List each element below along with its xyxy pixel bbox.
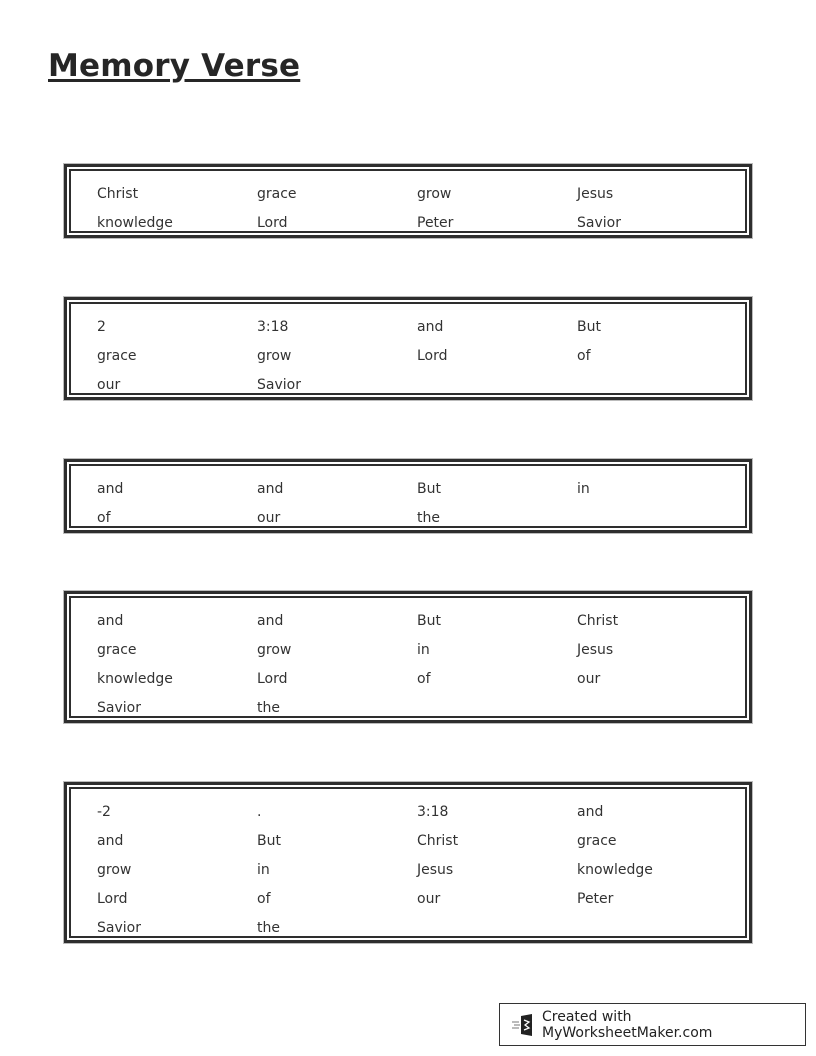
- word-grid: [97, 475, 745, 533]
- footer-credit-badge[interactable]: [499, 1003, 806, 1046]
- word-grid: [97, 798, 745, 943]
- word-item: grace: [97, 642, 137, 658]
- word-item: Christ: [417, 833, 459, 849]
- word-item: and: [97, 613, 124, 629]
- word-grid: [97, 313, 745, 400]
- word-bank-box: [64, 459, 752, 533]
- word-item: -2: [97, 804, 111, 820]
- word-item: knowledge: [97, 671, 173, 687]
- word-item: of: [257, 891, 271, 907]
- word-item: and: [577, 804, 604, 820]
- word-item: and: [97, 833, 124, 849]
- word-bank-box: [64, 591, 752, 723]
- word-item: 3:18: [257, 319, 289, 335]
- word-item: .: [257, 804, 262, 820]
- word-grid: [97, 180, 745, 238]
- word-item: of: [577, 348, 591, 364]
- word-item: Jesus: [577, 642, 614, 658]
- word-item: Savior: [257, 377, 301, 393]
- word-item: Savior: [577, 215, 621, 231]
- word-item: But: [577, 319, 601, 335]
- page-title: Memory Verse: [48, 48, 301, 84]
- word-bank-inner-border: [69, 302, 747, 395]
- word-item: and: [97, 481, 124, 497]
- word-bank-inner-border: [69, 464, 747, 528]
- word-item: But: [257, 833, 281, 849]
- worksheet-maker-logo-icon: [512, 1014, 536, 1036]
- word-item: grow: [257, 348, 292, 364]
- word-item: Savior: [97, 700, 141, 716]
- word-item: Lord: [257, 215, 288, 231]
- word-item: Peter: [417, 215, 454, 231]
- word-item: Lord: [97, 891, 128, 907]
- word-item: 2: [97, 319, 106, 335]
- word-bank-inner-border: [69, 596, 747, 718]
- word-item: Christ: [97, 186, 139, 202]
- word-item: Lord: [257, 671, 288, 687]
- word-item: and: [417, 319, 444, 335]
- word-item: in: [577, 481, 590, 497]
- word-item: 3:18: [417, 804, 449, 820]
- word-item: our: [97, 377, 121, 393]
- word-item: grow: [417, 186, 452, 202]
- footer-credit-text: Created with MyWorksheetMaker.com: [542, 1008, 713, 1041]
- word-item: grow: [257, 642, 292, 658]
- word-item: of: [97, 510, 111, 526]
- word-item: grace: [577, 833, 617, 849]
- word-item: Christ: [577, 613, 619, 629]
- word-item: Jesus: [577, 186, 614, 202]
- word-item: of: [417, 671, 431, 687]
- word-item: But: [417, 613, 441, 629]
- word-bank-box: [64, 164, 752, 238]
- word-item: in: [257, 862, 270, 878]
- word-item: knowledge: [97, 215, 173, 231]
- word-item: the: [417, 510, 440, 526]
- word-item: the: [257, 700, 280, 716]
- word-item: in: [417, 642, 430, 658]
- word-item: grace: [257, 186, 297, 202]
- word-item: and: [257, 481, 284, 497]
- word-item: Lord: [417, 348, 448, 364]
- word-item: our: [417, 891, 441, 907]
- word-item: and: [257, 613, 284, 629]
- word-item: the: [257, 920, 280, 936]
- word-item: grow: [97, 862, 132, 878]
- word-item: our: [257, 510, 281, 526]
- word-item: Peter: [577, 891, 614, 907]
- word-item: Savior: [97, 920, 141, 936]
- word-item: knowledge: [577, 862, 653, 878]
- word-grid: [97, 607, 745, 723]
- word-bank-box: [64, 782, 752, 943]
- word-bank-box: [64, 297, 752, 400]
- word-item: grace: [97, 348, 137, 364]
- word-bank-inner-border: [69, 787, 747, 938]
- word-item: But: [417, 481, 441, 497]
- word-item: our: [577, 671, 601, 687]
- word-bank-inner-border: [69, 169, 747, 233]
- word-item: Jesus: [417, 862, 454, 878]
